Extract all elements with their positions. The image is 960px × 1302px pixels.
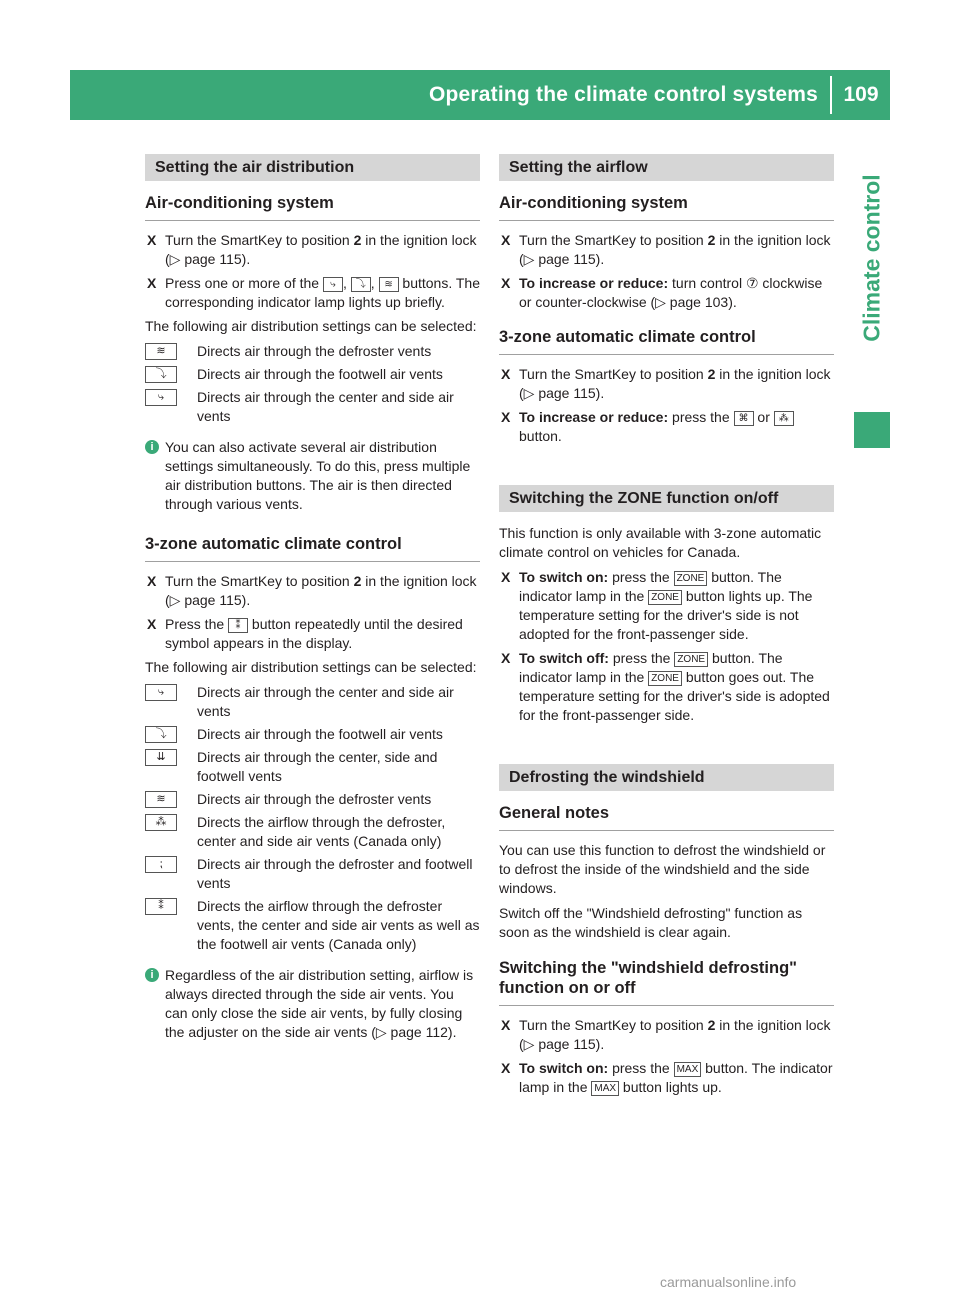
info-icon: i	[145, 440, 159, 454]
chapter-tab-label: Climate control	[858, 174, 885, 342]
step-item: X Turn the SmartKey to position 2 in the ignition lock (▷ page 115).	[501, 366, 831, 401]
vent-defrost-footwell-icon: ⁏	[145, 856, 177, 873]
vent-footwell-icon: ⤵	[145, 726, 177, 743]
vent-defrost-icon: ≋	[379, 277, 399, 292]
vent-center-icon: ⤷	[145, 684, 177, 701]
distribution-row: ≋ Directs air through the defroster vents	[145, 790, 480, 809]
info-icon: i	[145, 968, 159, 982]
subheading-3zone: 3-zone automatic climate control	[145, 534, 480, 562]
section-title-defrost: Defrosting the windshield	[499, 764, 834, 791]
page-number: 109	[843, 83, 879, 106]
step-marker-icon: X	[147, 232, 157, 248]
section-title-air-distribution: Setting the air distribution	[145, 154, 480, 181]
info-note: i You can also activate several air distribution settings simultaneously. To do this, press multiple air distribution buttons. The air is then directed through various vents.	[145, 438, 480, 514]
left-column	[145, 154, 480, 1052]
distribution-row: ⤵ Directs air through the footwell air vents	[145, 725, 480, 744]
step-marker-icon: X	[147, 573, 157, 589]
zone-icon: ZONE	[648, 671, 682, 686]
step-item: X To switch off: press the ZONE button. The indicator lamp in the ZONE button goes out. The temperature setting for the driver's side is adopted for the front-passenger side.	[501, 650, 830, 723]
distribution-row: ⁏ Directs air through the defroster and footwell vents	[145, 855, 480, 893]
subheading-ac-system: Air-conditioning system	[145, 193, 480, 221]
step-marker-icon: X	[501, 1060, 511, 1076]
step-marker-icon: X	[501, 569, 511, 585]
right-column	[499, 154, 834, 1102]
vent-center-icon: ⤷	[323, 277, 343, 292]
step-item: X To increase or reduce: turn control ⑦ clockwise or counter-clockwise (▷ page 103).	[501, 275, 823, 310]
zone-icon: ZONE	[648, 590, 682, 605]
step-marker-icon: X	[501, 1017, 511, 1033]
fan-up-icon: ⌘	[734, 411, 754, 426]
subheading-defrost-switch: Switching the "windshield defrosting" function on or off	[499, 958, 834, 1006]
step-marker-icon: X	[147, 616, 157, 632]
distribution-row: ⁂ Directs the airflow through the defroster, center and side air vents (Canada only)	[145, 813, 480, 851]
vent-footwell-icon: ⤵	[351, 277, 371, 292]
chapter-marker	[854, 412, 890, 448]
vent-footwell-icon: ⤵	[145, 366, 177, 383]
distribution-row: ⤷ Directs air through the center and side air vents	[145, 683, 480, 721]
max-defrost-icon: MAX	[591, 1081, 619, 1096]
distribution-row: ⇊ Directs air through the center, side and footwell vents	[145, 748, 480, 786]
step-item: X To increase or reduce: press the ⌘ or ⁂ button.	[499, 408, 834, 446]
vent-defrost-icon: ≋	[145, 791, 177, 808]
paragraph: Switch off the "Windshield defrosting" function as soon as the windshield is clear again.	[499, 905, 803, 940]
zone-icon: ZONE	[674, 571, 708, 586]
step-item: X Press one or more of the ⤷ , ⤵ , ≋ buttons. The corresponding indicator lamp lights up briefly.	[147, 275, 480, 310]
step-marker-icon: X	[501, 275, 511, 291]
vent-center-footwell-icon: ⇊	[145, 749, 177, 766]
section-title-zone: Switching the ZONE function on/off	[499, 485, 834, 512]
distribution-row: ⁑ Directs the airflow through the defroster vents, the center and side air vents as well as the footwell air vents (Canada only)	[145, 897, 480, 954]
vent-defrost-icon: ≋	[145, 343, 177, 360]
step-item: X To switch on: press the ZONE button. The indicator lamp in the ZONE button lights up. The temperature setting for the driver's side is not adopted for the front-passenger side.	[501, 569, 813, 642]
distribution-row: ≋ Directs air through the defroster vents	[145, 342, 480, 361]
subheading-3zone: 3-zone automatic climate control	[499, 327, 834, 355]
vent-all-icon: ⁑	[228, 618, 248, 633]
max-defrost-icon: MAX	[674, 1062, 702, 1077]
watermark: carmanualsonline.info	[660, 1274, 797, 1290]
step-item: X Turn the SmartKey to position 2 in the ignition lock (▷ page 115).	[501, 232, 831, 267]
step-marker-icon: X	[501, 366, 511, 382]
paragraph: You can use this function to defrost the windshield or to defrost the inside of the windshield and the side windows.	[499, 842, 826, 896]
subheading-ac-system: Air-conditioning system	[499, 193, 834, 221]
page-header	[70, 70, 890, 120]
step-item: X Turn the SmartKey to position 2 in the ignition lock (▷ page 115).	[501, 1017, 831, 1052]
step-item: X Turn the SmartKey to position 2 in the ignition lock (▷ page 115).	[147, 573, 477, 608]
step-item: X To switch on: press the MAX button. The indicator lamp in the MAX button lights up.	[501, 1060, 833, 1095]
paragraph: The following air distribution settings can be selected:	[145, 659, 477, 675]
step-marker-icon: X	[147, 275, 157, 291]
step-item: X Press the ⁑ button repeatedly until the desired symbol appears in the display.	[147, 616, 463, 651]
subheading-general-notes: General notes	[499, 803, 834, 831]
step-marker-icon: X	[501, 409, 511, 425]
vent-defrost-center-icon: ⁂	[145, 814, 177, 831]
step-item: X Turn the SmartKey to position 2 in the ignition lock (▷ page 115).	[147, 232, 477, 267]
step-marker-icon: X	[501, 650, 511, 666]
step-marker-icon: X	[501, 232, 511, 248]
fan-down-icon: ⁂	[774, 411, 794, 426]
vent-center-icon: ⤷	[145, 389, 177, 406]
paragraph: The following air distribution settings can be selected:	[145, 318, 477, 334]
vent-all-icon: ⁑	[145, 898, 177, 915]
section-title-airflow: Setting the airflow	[499, 154, 834, 181]
info-note: i Regardless of the air distribution setting, airflow is always directed through the side air vents. You can only close the side air vents, by fully closing the adjuster on the side air vents (▷ page 112).	[145, 966, 480, 1042]
distribution-row: ⤷ Directs air through the center and side air vents	[145, 388, 480, 426]
paragraph: This function is only available with 3-zone automatic climate control on vehicles for Canada.	[499, 525, 822, 560]
distribution-row: ⤵ Directs air through the footwell air vents	[145, 365, 480, 384]
zone-icon: ZONE	[674, 652, 708, 667]
header-title: Operating the climate control systems	[428, 83, 818, 106]
